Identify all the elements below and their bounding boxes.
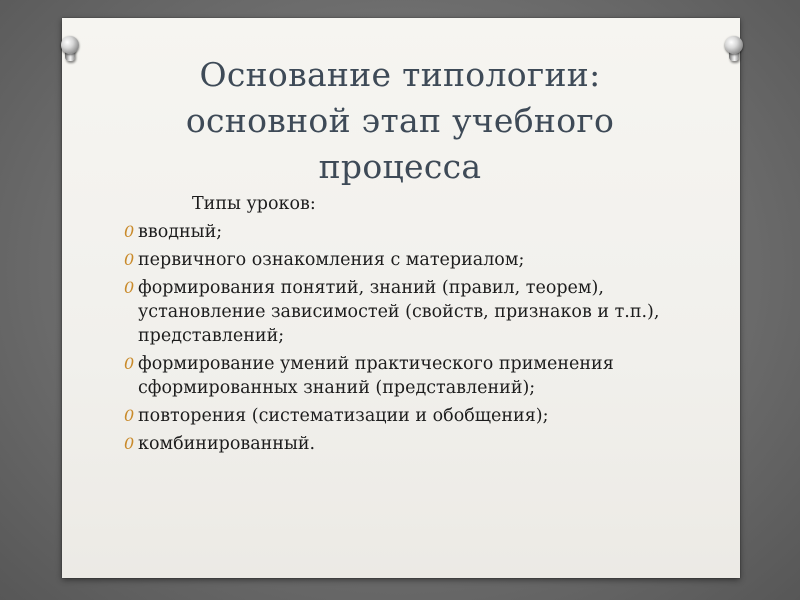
list-item-text: формирования понятий, знаний (правил, теорем), установление зависимостей (свойств, признаков и т.п.), представлений; [138, 278, 660, 346]
list-item-text: комбинированный. [138, 434, 316, 454]
bullet-icon: 0 [124, 250, 135, 269]
list-item-text: первичного ознакомления с материалом; [138, 250, 525, 270]
slide-content [120, 192, 680, 460]
pushpin-left-icon [60, 36, 80, 62]
list-item [120, 276, 680, 348]
bullet-icon: 0 [124, 354, 135, 373]
slide-title [100, 52, 700, 190]
list-item-text: повторения (систематизации и обобщения); [138, 406, 549, 426]
slide-title-line-1: Основание типологии: [199, 55, 601, 94]
pushpin-right-icon [724, 36, 744, 62]
bullet-icon: 0 [124, 278, 135, 297]
bullet-icon: 0 [124, 406, 135, 425]
list-item-text: формирование умений практического применения сформированных знаний (представлений); [138, 354, 614, 398]
bullet-icon: 0 [124, 222, 135, 241]
list-item [120, 404, 680, 428]
list-item [120, 248, 680, 272]
lesson-types-list [120, 220, 680, 456]
slide-title-line-2: основной этап учебного [185, 101, 615, 140]
list-item-text: вводный; [138, 222, 223, 242]
list-item [120, 352, 680, 400]
bullet-icon: 0 [124, 434, 135, 453]
list-item [120, 432, 680, 456]
slide-title-line-3: процесса [318, 147, 482, 186]
list-item [120, 220, 680, 244]
list-intro: Типы уроков: [192, 194, 316, 214]
